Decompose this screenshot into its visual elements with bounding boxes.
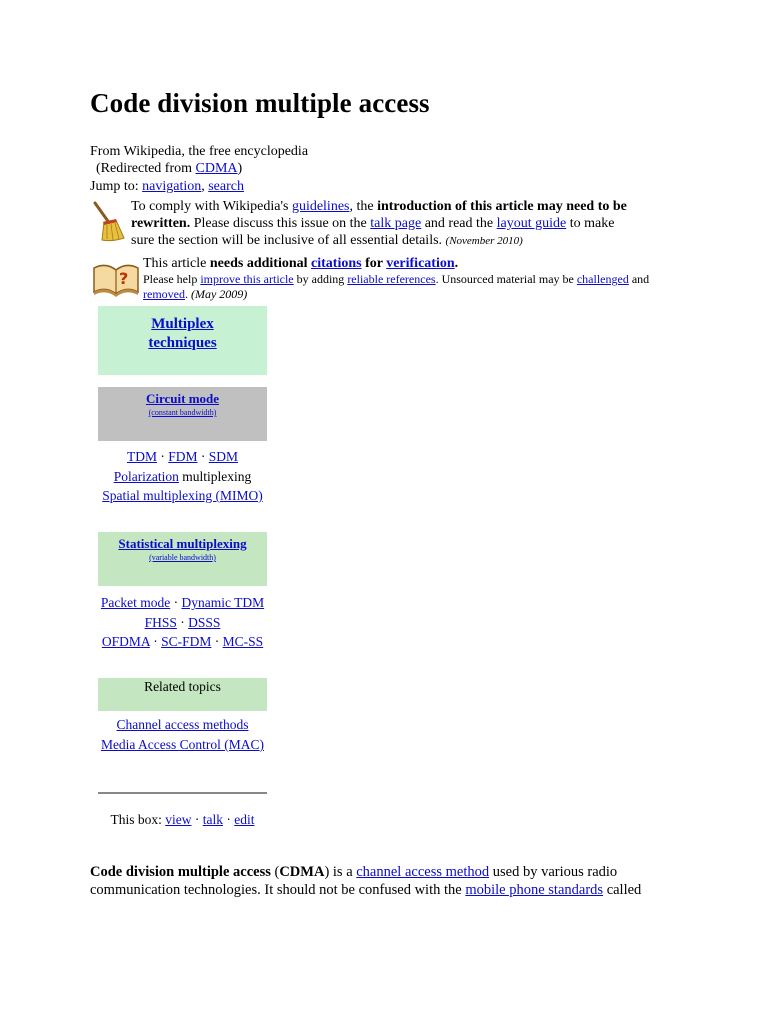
intro-bold-1: Code division multiple access [90, 864, 271, 880]
multiplex-techniques-link[interactable] [148, 316, 216, 351]
removed-link[interactable]: removed [143, 287, 185, 301]
broom-icon [90, 200, 126, 242]
citations-bold-3: . [454, 256, 459, 271]
redirect-note [96, 160, 242, 178]
view-link[interactable]: view [165, 812, 192, 827]
rewrite-text-3: Please discuss this issue on the [190, 216, 371, 231]
spatial-multiplexing-link[interactable]: Spatial multiplexing (MIMO) [102, 488, 263, 503]
citations-small-1: Please help [143, 272, 201, 286]
book-question-icon [92, 256, 140, 298]
ofdma-link[interactable]: OFDMA [101, 634, 150, 649]
circuit-mode-link[interactable]: Circuit mode [145, 391, 220, 406]
edit-link[interactable]: edit [234, 812, 255, 827]
related-topics-list [98, 715, 267, 755]
navbox-title-line2: techniques [148, 335, 217, 351]
jump-to [90, 178, 244, 196]
talk-page-link[interactable]: talk page [370, 216, 422, 231]
navbox-divider [98, 792, 267, 794]
navbox-title [98, 306, 267, 375]
page-title: Code division multiple access [90, 88, 430, 118]
circuit-mode-list [98, 447, 267, 506]
rewrite-text-6: sure the section will be inclusive of all essential details. [131, 233, 446, 248]
citations-notice-body [143, 272, 703, 302]
citations-bold-2: for [361, 256, 387, 271]
navbox-footer [98, 811, 267, 829]
statistical-mux-header [98, 532, 267, 586]
rewrite-bold-2: rewritten. [131, 216, 191, 231]
dot-sep: · [223, 812, 235, 827]
fhss-link[interactable]: FHSS [144, 614, 177, 630]
verification-link[interactable]: verification [386, 256, 455, 271]
multiplexing-text: multiplexing [178, 468, 252, 484]
citations-bold-1: needs additional [209, 256, 312, 271]
intro-text-5: called [603, 882, 642, 898]
fdm-link[interactable]: FDM [168, 449, 198, 464]
svg-text:?: ? [119, 269, 129, 288]
mac-link[interactable]: Media Access Control (MAC) [100, 737, 265, 752]
related-topics-header [98, 678, 267, 711]
citations-link[interactable]: citations [311, 256, 362, 271]
dot-sep: · [176, 614, 189, 630]
rewrite-text-4: and read the [421, 216, 497, 231]
tdm-link[interactable]: TDM [126, 449, 157, 464]
rewrite-text-1: To comply with Wikipedia's [131, 199, 292, 214]
dot-sep: · [170, 595, 182, 610]
sc-fdm-link[interactable]: SC-FDM [161, 634, 212, 649]
variable-bandwidth-link[interactable]: (variable bandwidth) [149, 553, 216, 562]
citations-small-5: . [184, 287, 191, 301]
redirect-prefix: (Redirected from [96, 161, 196, 176]
citations-small-4: and [628, 272, 650, 286]
channel-access-method-link[interactable]: channel access method [356, 864, 490, 880]
polarization-link[interactable]: Polarization [113, 468, 179, 484]
dynamic-tdm-link[interactable]: Dynamic TDM [181, 595, 265, 610]
rewrite-text-2: , the [349, 199, 378, 214]
tagline: From Wikipedia, the free encyclopedia [90, 144, 309, 159]
talk-link[interactable]: talk [202, 812, 223, 827]
dot-sep: · [156, 449, 169, 464]
dot-sep: · [197, 449, 209, 464]
dot-sep: · [211, 634, 223, 649]
rewrite-date: (November 2010) [445, 235, 523, 247]
circuit-mode-header [98, 387, 267, 441]
intro-bold-2: CDMA [279, 864, 325, 880]
intro-text-4: communication technologies. It should not be confused with the [90, 882, 466, 898]
jump-separator: , [201, 179, 209, 194]
intro-text-1: ( [270, 864, 280, 880]
citations-date: (May 2009) [190, 287, 248, 301]
statistical-multiplexing-link[interactable]: Statistical multiplexing [118, 536, 247, 551]
jump-label: Jump to: [90, 179, 143, 194]
dot-sep: · [149, 634, 162, 649]
citations-small-3: . Unsourced material may be [435, 272, 577, 286]
rewrite-bold-1: introduction of this article may need to be [377, 199, 627, 214]
intro-text-2: ) is a [324, 864, 357, 880]
citations-notice-title [143, 255, 703, 272]
redirect-suffix: ) [237, 161, 243, 176]
sdm-link[interactable]: SDM [208, 449, 239, 464]
search-link[interactable]: search [208, 179, 244, 194]
guidelines-link[interactable]: guidelines [291, 199, 350, 214]
mc-ss-link[interactable]: MC-SS [222, 634, 264, 649]
statistical-mux-list [98, 593, 267, 652]
this-box-label: This box: [110, 812, 166, 827]
navbox-title-line1: Multiplex [151, 316, 214, 332]
article-intro [90, 863, 710, 899]
mobile-phone-standards-link[interactable]: mobile phone standards [465, 882, 604, 898]
intro-text-3: used by various radio [489, 864, 618, 880]
rewrite-notice [131, 198, 681, 250]
packet-mode-link[interactable]: Packet mode [100, 595, 171, 610]
rewrite-text-5: to make [566, 216, 615, 231]
navigation-link[interactable]: navigation [142, 179, 202, 194]
dsss-link[interactable]: DSSS [188, 614, 221, 630]
channel-access-methods-link[interactable]: Channel access methods [116, 717, 249, 732]
reliable-references-link[interactable]: reliable references [347, 272, 436, 286]
related-topics-label: Related topics [144, 679, 221, 694]
improve-article-link[interactable]: improve this article [200, 272, 294, 286]
citations-small-2: by adding [293, 272, 348, 286]
layout-guide-link[interactable]: layout guide [496, 216, 567, 231]
challenged-link[interactable]: challenged [576, 272, 629, 286]
redirect-link[interactable]: CDMA [195, 161, 238, 176]
constant-bandwidth-link[interactable]: (constant bandwidth) [148, 408, 217, 417]
dot-sep: · [191, 812, 203, 827]
citations-text-1: This article [143, 256, 210, 271]
